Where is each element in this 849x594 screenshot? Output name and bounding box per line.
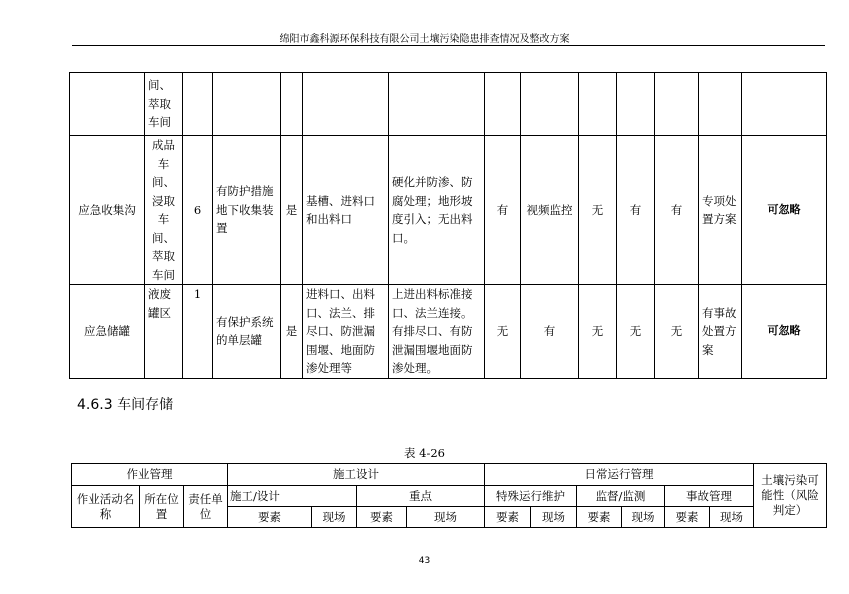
header-rule — [72, 45, 825, 46]
cell-facility — [213, 73, 281, 136]
section-heading: 4.6.3 车间存储 — [77, 397, 174, 413]
header-element: 要素 — [357, 507, 407, 528]
table-row — [70, 73, 827, 136]
cell-c12: 有 — [655, 136, 699, 285]
cell-result: 可忽略 — [742, 285, 827, 379]
header-site: 现场 — [407, 507, 485, 528]
cell-location: 成品车间、浸取车间、萃取车间 — [145, 136, 183, 285]
table-caption: 表 4-26 — [404, 446, 445, 460]
cell-c13: 有事故处置方案 — [699, 285, 742, 379]
storage-table — [71, 463, 827, 528]
cell-name: 应急储罐 — [70, 285, 145, 379]
table-row — [70, 136, 827, 285]
header-site: 现场 — [531, 507, 577, 528]
header-site: 现场 — [622, 507, 665, 528]
cell-name — [70, 73, 145, 136]
cell-result — [742, 73, 827, 136]
cell-c9 — [521, 73, 579, 136]
cell-count — [183, 73, 213, 136]
header-unit: 责任单位 — [184, 486, 228, 528]
header-activity: 作业活动名称 — [72, 486, 140, 528]
header-row — [72, 464, 827, 486]
header-monitor: 监督/监测 — [577, 486, 665, 507]
table-row — [70, 285, 827, 379]
cell-c13: 专项处置方案 — [699, 136, 742, 285]
cell-facility: 有防护措施地下收集装置 — [213, 136, 281, 285]
cell-c11: 无 — [617, 285, 655, 379]
header-accident: 事故管理 — [665, 486, 754, 507]
cell-c10 — [579, 73, 617, 136]
cell-c9: 视频监控 — [521, 136, 579, 285]
cell-c11: 有 — [617, 136, 655, 285]
header-element: 要素 — [665, 507, 710, 528]
cell-parts: 进料口、出料口、法兰、排尽口、防泄漏围堰、地面防渗处理等 — [303, 285, 389, 379]
header-design: 施工设计 — [228, 464, 485, 486]
header-site: 现场 — [710, 507, 754, 528]
cell-c8: 有 — [485, 136, 521, 285]
cell-parts — [303, 73, 389, 136]
header-row — [72, 486, 827, 507]
page-number: 43 — [418, 556, 431, 566]
cell-count: 1 — [183, 285, 213, 379]
cell-treatment: 上进出料标准接口、法兰连接。有排尽口、有防泄漏围堰地面防渗处理。 — [389, 285, 485, 379]
cell-c11 — [617, 73, 655, 136]
header-element: 要素 — [485, 507, 531, 528]
cell-flag: 是 — [281, 285, 303, 379]
cell-c8 — [485, 73, 521, 136]
cell-c13 — [699, 73, 742, 136]
cell-location: 液废罐区 — [145, 285, 183, 379]
header-ops: 作业管理 — [72, 464, 228, 486]
cell-treatment: 硬化并防渗、防腐处理；地形坡度引入；无出料口。 — [389, 136, 485, 285]
inspection-table — [69, 72, 827, 379]
cell-c9: 有 — [521, 285, 579, 379]
cell-c12: 无 — [655, 285, 699, 379]
cell-parts: 基槽、进料口和出料口 — [303, 136, 389, 285]
page-header: 绵阳市鑫科源环保科技有限公司土壤污染隐患排查情况及整改方案 — [279, 34, 570, 45]
cell-c10: 无 — [579, 285, 617, 379]
header-element: 要素 — [228, 507, 312, 528]
header-location: 所在位置 — [140, 486, 184, 528]
cell-location: 间、萃取车间 — [145, 73, 183, 136]
cell-flag: 是 — [281, 136, 303, 285]
header-construct: 施工/设计 — [228, 486, 357, 507]
cell-name: 应急收集沟 — [70, 136, 145, 285]
header-risk: 土壤污染可能性（风险判定） — [754, 464, 827, 528]
cell-c10: 无 — [579, 136, 617, 285]
cell-c12 — [655, 73, 699, 136]
cell-result: 可忽略 — [742, 136, 827, 285]
cell-facility: 有保护系统的单层罐 — [213, 285, 281, 379]
header-site: 现场 — [312, 507, 357, 528]
cell-c8: 无 — [485, 285, 521, 379]
header-special: 特殊运行维护 — [485, 486, 577, 507]
header-daily: 日常运行管理 — [485, 464, 754, 486]
cell-treatment — [389, 73, 485, 136]
header-element: 要素 — [577, 507, 622, 528]
cell-flag — [281, 73, 303, 136]
cell-count: 6 — [183, 136, 213, 285]
header-key: 重点 — [357, 486, 485, 507]
